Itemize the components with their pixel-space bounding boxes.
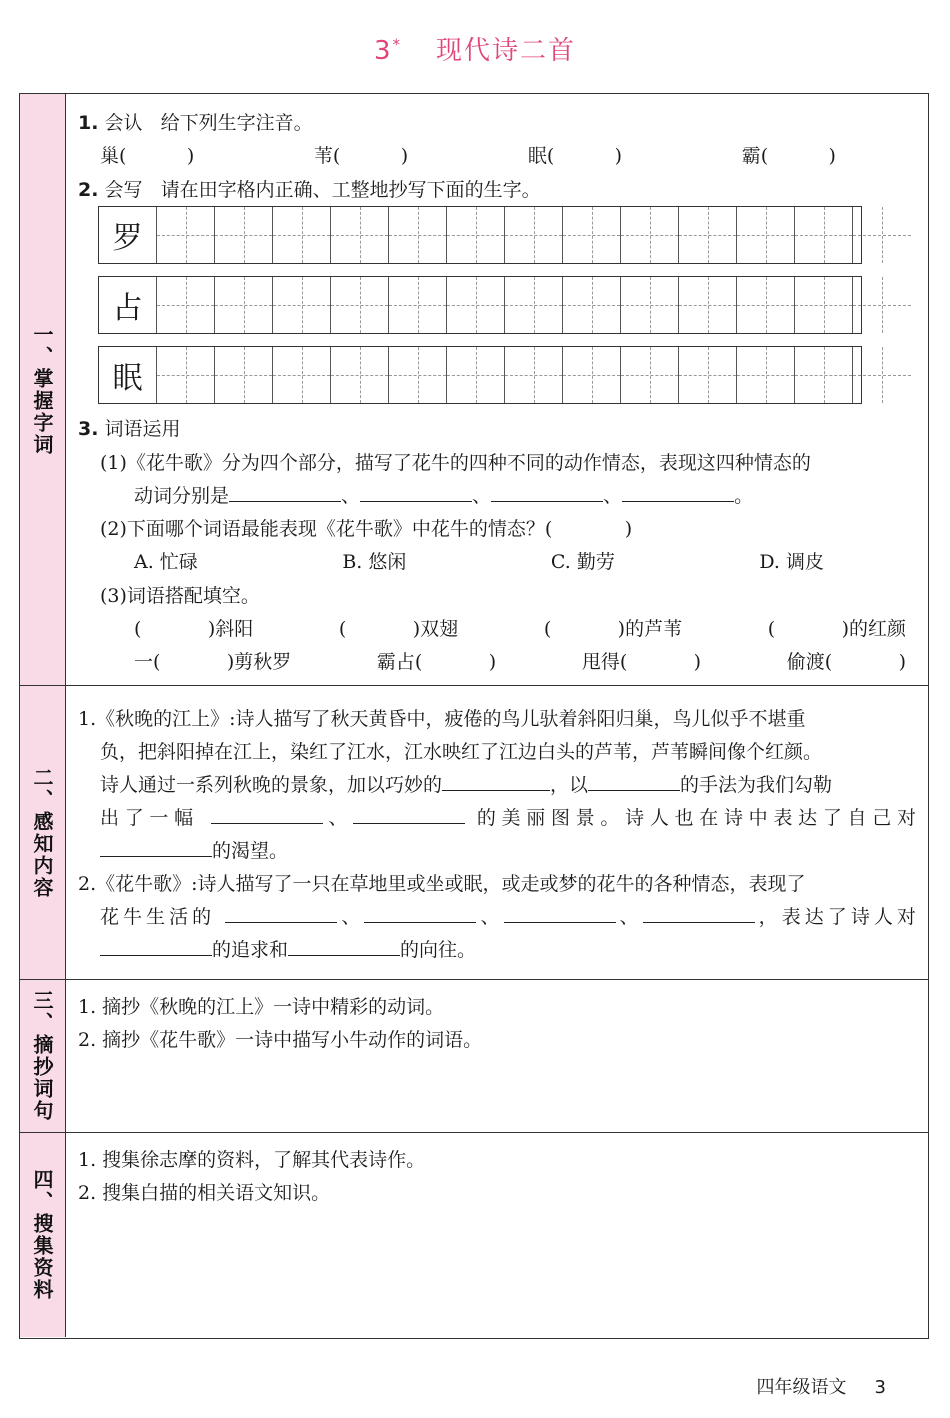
grid-cell[interactable] [679, 207, 737, 263]
section-label: 一、掌握字词 [20, 94, 66, 685]
writing-grid-row [98, 276, 862, 334]
grid-cell[interactable] [563, 347, 621, 403]
grid-cell[interactable] [505, 207, 563, 263]
grid-cell[interactable] [679, 347, 737, 403]
fill-item[interactable]: 一( )剪秋罗 [134, 651, 292, 673]
fill-item[interactable]: 偷渡( ) [786, 651, 906, 673]
grid-cell[interactable] [795, 277, 853, 333]
item1-line2: 负，把斜阳掉在江上，染红了江水，江水映红了江边白头的芦苇，芦苇瞬间像个红颜。 [100, 741, 823, 763]
section-master-words [20, 94, 928, 686]
item1-line1: 1.《秋晚的江上》:诗人描写了秋天黄昏中，疲倦的鸟儿驮着斜阳归巢，鸟儿似乎不堪重 [78, 708, 806, 730]
fill-item[interactable]: ( )斜阳 [134, 618, 254, 640]
q3-part3: (3)词语搭配填空。 [100, 585, 260, 607]
answer-blank[interactable] [364, 904, 476, 923]
section-excerpt [20, 980, 928, 1133]
fill-item[interactable]: 霸占( ) [376, 651, 497, 673]
item2-line3: 的追求和 的向往。 [100, 935, 476, 962]
answer-blank[interactable] [504, 904, 616, 923]
answer-blank[interactable] [442, 772, 550, 791]
footer-text: 四年级语文 [756, 1377, 847, 1398]
lesson-number: 3* [373, 35, 403, 66]
grid-cell[interactable] [215, 347, 273, 403]
q3-part2: (2)下面哪个词语最能表现《花牛歌》中花牛的情态？( ) [100, 518, 633, 540]
grid-cell[interactable] [679, 277, 737, 333]
excerpt-item-2: 2. 摘抄《花牛歌》一诗中描写小牛动作的词语。 [78, 1029, 483, 1051]
answer-blank[interactable] [491, 483, 603, 502]
collect-item-2: 2. 搜集白描的相关语文知识。 [78, 1182, 331, 1204]
fill-row-2 [134, 647, 906, 674]
answer-blank[interactable] [225, 904, 337, 923]
grid-cell[interactable] [853, 347, 911, 403]
section-collect-info [20, 1133, 928, 1337]
grid-cell[interactable] [447, 207, 505, 263]
model-char: 罗 [112, 221, 143, 256]
grid-cell[interactable] [157, 207, 215, 263]
writing-grid-row [98, 346, 862, 404]
grid-cell[interactable] [563, 277, 621, 333]
grid-cell[interactable] [737, 207, 795, 263]
grid-cell[interactable] [273, 347, 331, 403]
grid-cell[interactable] [737, 347, 795, 403]
answer-blank[interactable] [229, 483, 341, 502]
fill-item[interactable]: ( )双翅 [338, 618, 459, 640]
pinyin-row [100, 141, 836, 168]
q3-part1-line2: 动词分别是 、 、 、 。 [134, 485, 754, 507]
answer-blank[interactable] [643, 904, 755, 923]
grid-cell[interactable] [273, 277, 331, 333]
worksheet-frame [19, 93, 929, 1339]
model-char: 占 [112, 291, 143, 326]
grid-cell[interactable] [389, 277, 447, 333]
pinyin-item[interactable]: 眠( ) [527, 145, 623, 167]
section-label: 四、搜集资料 [20, 1133, 66, 1337]
option-c[interactable]: C. 勤劳 [550, 551, 615, 573]
page-title [0, 30, 950, 67]
grid-cell[interactable] [273, 207, 331, 263]
grid-cell[interactable] [505, 347, 563, 403]
options-row [134, 547, 824, 574]
item1-line4: 出了一幅 、 的美丽图景。诗人也在诗中表达了自己对 [100, 807, 916, 829]
answer-blank[interactable] [211, 805, 323, 824]
answer-blank[interactable] [100, 838, 212, 857]
grid-cell[interactable] [505, 277, 563, 333]
section-label: 二、感知内容 [20, 686, 66, 979]
grid-cell[interactable] [389, 347, 447, 403]
grid-cell[interactable] [621, 277, 679, 333]
answer-blank[interactable] [288, 937, 400, 956]
option-d[interactable]: D. 调皮 [759, 551, 824, 573]
q3-heading: 3. 词语运用 [78, 418, 181, 440]
grid-cell[interactable] [157, 277, 215, 333]
pinyin-item[interactable]: 霸( ) [741, 145, 836, 167]
answer-blank[interactable] [353, 805, 465, 824]
grid-cell[interactable] [621, 347, 679, 403]
item2-line2: 花牛生活的 、 、 、 ，表达了诗人对 [100, 906, 916, 928]
grid-cell[interactable] [737, 277, 795, 333]
page-footer [757, 1373, 886, 1399]
grid-cell[interactable] [795, 207, 853, 263]
item1-line5: 的渴望。 [100, 836, 288, 863]
q3-part1-line1: (1)《花牛歌》分为四个部分，描写了花牛的四种不同的动作情态，表现这四种情态的 [100, 452, 811, 474]
grid-cell[interactable] [157, 347, 215, 403]
option-a[interactable]: A. 忙碌 [134, 551, 198, 573]
grid-cell[interactable] [853, 277, 911, 333]
fill-row-1 [134, 614, 906, 641]
grid-cell[interactable] [215, 277, 273, 333]
grid-cell[interactable] [447, 347, 505, 403]
model-char: 眠 [112, 361, 143, 396]
lesson-title: 现代诗二首 [436, 36, 577, 66]
section-label: 三、摘抄词句 [20, 980, 66, 1132]
writing-grid-row [98, 206, 862, 264]
grid-cell[interactable] [331, 277, 389, 333]
grid-cell[interactable] [563, 207, 621, 263]
pinyin-item[interactable]: 巢( ) [100, 145, 195, 167]
pinyin-item[interactable]: 苇( ) [313, 145, 409, 167]
section-perceive-content [20, 686, 928, 980]
answer-blank[interactable] [622, 483, 734, 502]
grid-cell[interactable] [795, 347, 853, 403]
collect-item-1: 1. 搜集徐志摩的资料，了解其代表诗作。 [78, 1149, 426, 1171]
fill-item[interactable]: ( )的红颜 [767, 618, 906, 640]
item1-line3: 诗人通过一系列秋晚的景象，加以巧妙的 ，以 的手法为我们勾勒 [100, 774, 833, 796]
excerpt-item-1: 1. 摘抄《秋晚的江上》一诗中精彩的动词。 [78, 996, 445, 1018]
q2-heading: 2. 会写 请在田字格内正确、工整地抄写下面的生字。 [78, 179, 541, 201]
item2-line1: 2.《花牛歌》:诗人描写了一只在草地里或坐或眠，或走或梦的花牛的各种情态，表现了 [78, 873, 806, 895]
grid-cell[interactable] [215, 207, 273, 263]
answer-blank[interactable] [100, 937, 212, 956]
fill-item[interactable]: ( )的芦苇 [543, 618, 683, 640]
fill-item[interactable]: 甩得( ) [581, 651, 702, 673]
answer-blank[interactable] [360, 483, 472, 502]
q1-heading: 1. 会认 给下列生字注音。 [78, 112, 313, 134]
option-b[interactable]: B. 悠闲 [342, 551, 407, 573]
grid-cell[interactable] [331, 347, 389, 403]
grid-cell[interactable] [389, 207, 447, 263]
answer-blank[interactable] [588, 772, 680, 791]
grid-cell[interactable] [621, 207, 679, 263]
grid-cell[interactable] [447, 277, 505, 333]
page-number: 3 [874, 1377, 886, 1398]
grid-cell[interactable] [853, 207, 911, 263]
grid-cell[interactable] [331, 207, 389, 263]
